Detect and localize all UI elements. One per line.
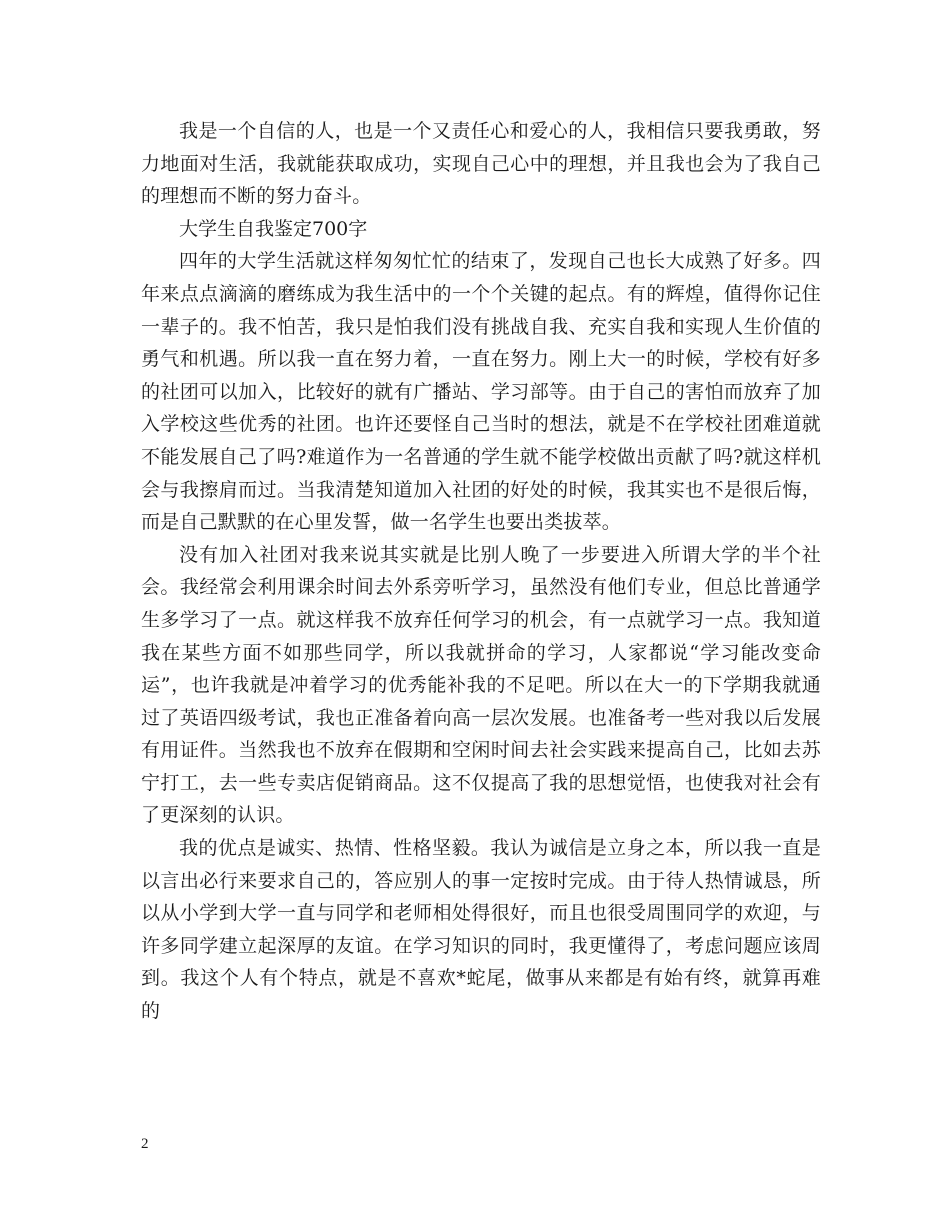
- section-heading: 大学生自我鉴定700字: [179, 217, 368, 240]
- document-body: [141, 115, 821, 1028]
- paragraph-strengths: 我的优点是诚实、热情、性格坚毅。我认为诚信是立身之本，所以我一直是以言出必行来要求自己的，答应别人的事一定按时完成。由于待人热情诚恳，所以从小学到大学一直与同学和老师相处得很好，而且也很受周围同学的欢迎，与许多同学建立起深厚的友谊。在学习知识的同时，我更懂得了，考虑问题应该周到。我这个人有个特点，就是不喜欢*蛇尾，做事从来都是有始有终，就算再难的: [141, 837, 821, 1023]
- paragraph-study: 没有加入社团对我来说其实就是比别人晚了一步要进入所谓大学的半个社会。我经常会利用课余时间去外系旁听学习，虽然没有他们专业，但总比普通学生多学习了一点。就这样我不放弃任何学习的机会，有一点就学习一点。我知道我在某些方面不如那些同学，所以我就拼命的学习，人家都说“学习能改变命运”，也许我就是冲着学习的优秀能补我的不足吧。所以在大一的下学期我就通过了英语四级考试，我也正准备着向高一层次发展。也准备考一些对我以后发展有用证件。当然我也不放弃在假期和空闲时间去社会实践来提高自己，比如去苏宁打工，去一些专卖店促销商品。这不仅提高了我的思想觉悟，也使我对社会有了更深刻的认识。: [141, 543, 821, 827]
- paragraph-university-life: 四年的大学生活就这样匆匆忙忙的结束了，发现自己也长大成熟了好多。四年来点点滴滴的磨练成为我生活中的一个个关键的起点。有的辉煌，值得你记住一辈子的。我不怕苦，我只是怕我们没有挑战自我、充实自我和实现人生价值的勇气和机遇。所以我一直在努力着，一直在努力。刚上大一的时候，学校有好多的社团可以加入，比较好的就有广播站、学习部等。由于自己的害怕而放弃了加入学校这些优秀的社团。也许还要怪自己当时的想法，就是不在学校社团难道就不能发展自己了吗?难道作为一名普通的学生就不能学校做出贡献了吗?就这样机会与我擦肩而过。当我清楚知道加入社团的好处的时候，我其实也不是很后悔，而是自己默默的在心里发誓，做一名学生也要出类拔萃。: [141, 250, 821, 534]
- paragraph-confidence: 我是一个自信的人，也是一个又责任心和爱心的人，我相信只要我勇敢，努力地面对生活，我就能获取成功，实现自己心中的理想，并且我也会为了我自己的理想而不断的努力奋斗。: [141, 120, 821, 208]
- page-number: 2: [141, 1136, 149, 1152]
